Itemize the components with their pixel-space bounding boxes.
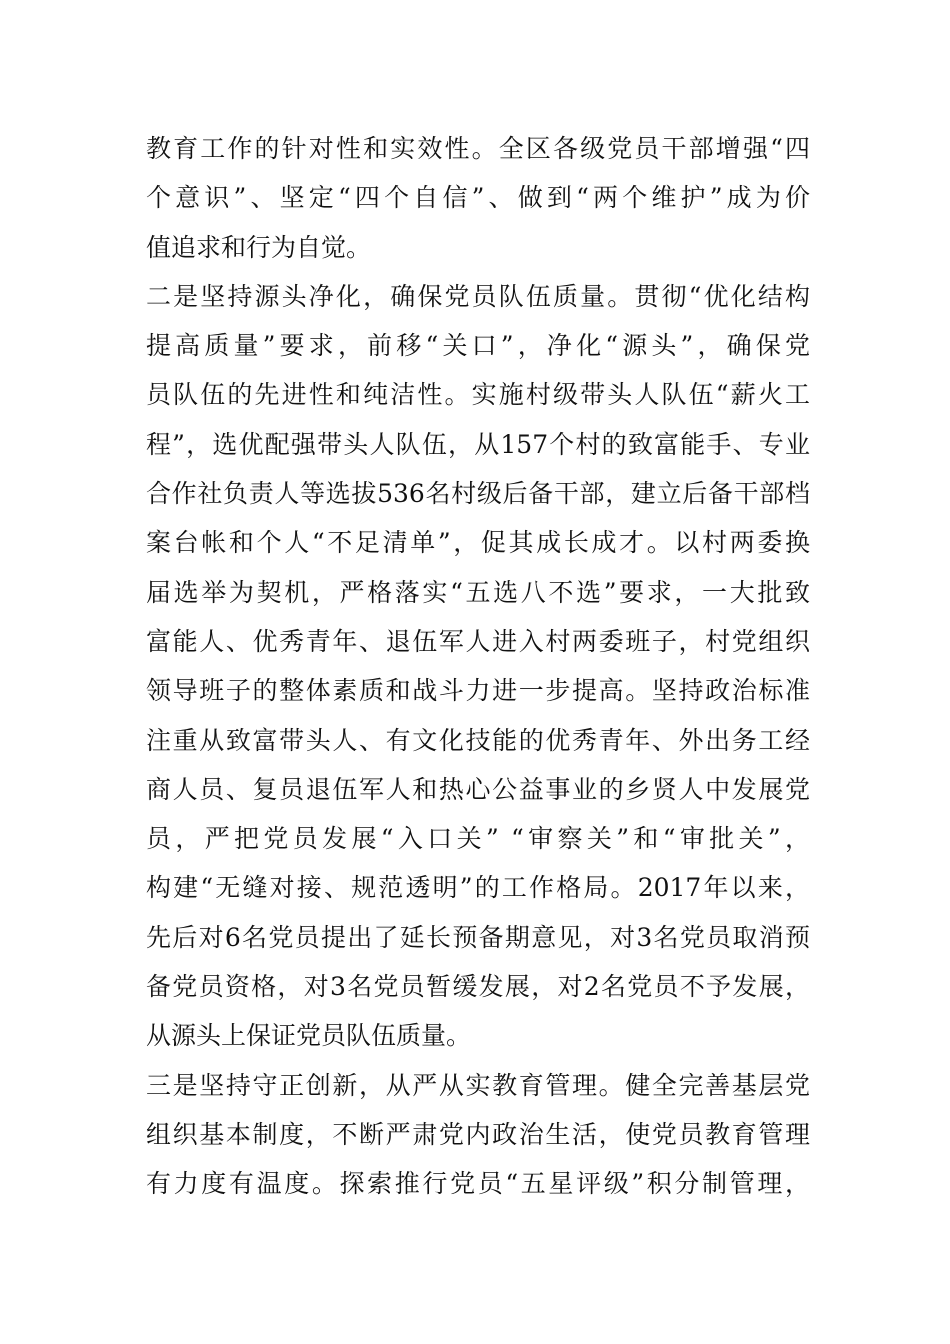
text-line: 三是坚持守正创新，从严从实教育管理。健全完善基层党	[146, 1070, 810, 1100]
text-line: 构建“无缝对接、规范透明”的工作格局。2017年以来，	[146, 873, 810, 903]
text-line: 先后对6名党员提出了延长预备期意见，对3名党员取消预	[146, 922, 810, 952]
text-line: 领导班子的整体素质和战斗力进一步提高。坚持政治标准	[146, 676, 810, 706]
text-line: 合作社负责人等选拔536名村级后备干部，建立后备干部档	[146, 479, 810, 509]
text-line: 程”，选优配强带头人队伍，从157个村的致富能手、专业	[146, 429, 810, 459]
body-text	[146, 124, 810, 1209]
text-line: 从源头上保证党员队伍质量。	[146, 1021, 472, 1051]
text-line: 商人员、复员退伍军人和热心公益事业的乡贤人中发展党	[146, 774, 810, 804]
text-line: 教育工作的针对性和实效性。全区各级党员干部增强“四	[146, 134, 810, 163]
text-line: 提高质量”要求，前移“关口”，净化“源头”，确保党	[146, 331, 810, 361]
text-line: 个意识”、坚定“四个自信”、做到“两个维护”成为价	[146, 183, 810, 213]
text-line: 备党员资格，对3名党员暂缓发展，对2名党员不予发展，	[146, 972, 810, 1002]
text-line: 员队伍的先进性和纯洁性。实施村级带头人队伍“薪火工	[146, 380, 810, 410]
text-line: 届选举为契机，严格落实“五选八不选”要求，一大批致	[146, 577, 810, 607]
text-line: 组织基本制度，不断严肃党内政治生活，使党员教育管理	[146, 1119, 810, 1149]
text-line: 二是坚持源头净化，确保党员队伍质量。贯彻“优化结构	[146, 281, 810, 311]
text-line: 有力度有温度。探索推行党员“五星评级”积分制管理，	[146, 1169, 810, 1199]
text-line: 富能人、优秀青年、退伍军人进入村两委班子，村党组织	[146, 626, 810, 656]
text-line: 案台帐和个人“不足清单”，促其成长成才。以村两委换	[146, 528, 810, 558]
text-line: 员，严把党员发展“入口关” “审察关”和“审批关”，	[146, 824, 810, 854]
text-line: 注重从致富带头人、有文化技能的优秀青年、外出务工经	[146, 725, 810, 755]
text-line: 值追求和行为自觉。	[146, 232, 372, 262]
